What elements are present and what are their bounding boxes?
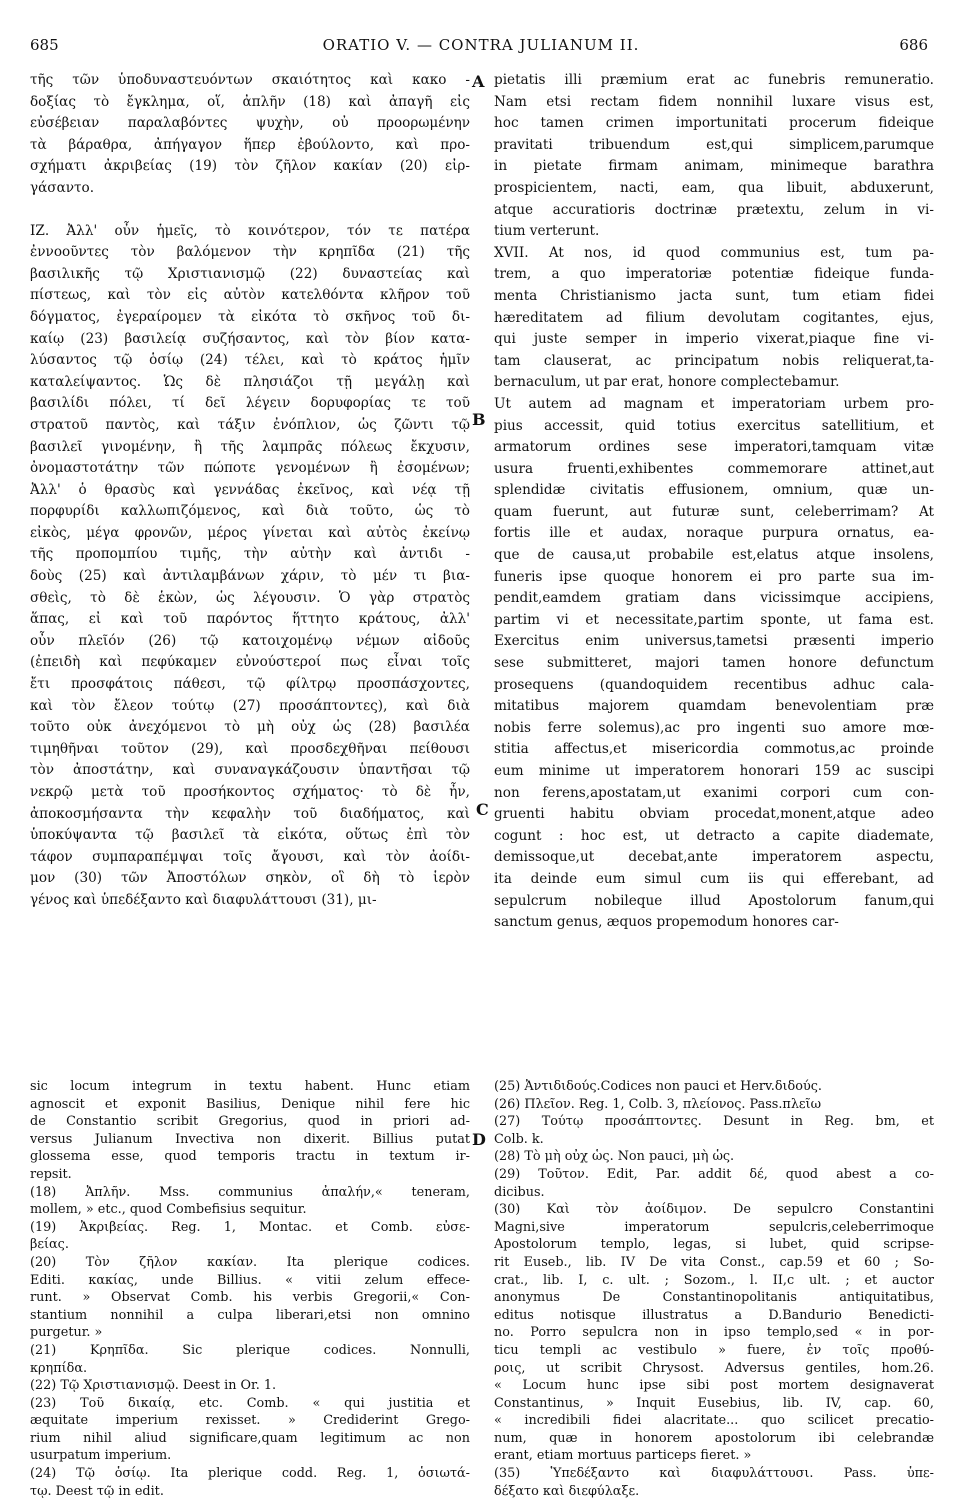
greek-text-line: ὑποκύψαντα τῷ βασιλεῖ τὰ εἰκότα, οὕτως ἐπὶ τὸν	[30, 827, 470, 844]
greek-text-line: ὀνομαστοτάτην τῶν πώποτε γενομένων ἢ ἐσομένων;	[30, 460, 470, 477]
latin-text-line: pravitati tribuendum est,qui simplicem,parumque	[494, 136, 934, 153]
margin-mark-a: A	[472, 72, 485, 91]
latin-text-line: trem, a quo imperatoriæ potentiæ fideique funda-	[494, 266, 934, 283]
greek-column	[30, 70, 470, 912]
greek-text-line: ἔτι προσφάτοις πάθεσι, τῷ φίλτρῳ προσπάσχοντες,	[30, 676, 470, 693]
latin-text-line: Nam etsi rectam fidem nonnihil luxare visus est,	[494, 93, 934, 110]
greek-text-line: τῆς προπομπίου τιμῆς, τὴν αὐτὴν καὶ ἀντιδι -	[30, 546, 470, 563]
latin-column	[494, 70, 934, 934]
footnote-line: repsit.	[30, 1166, 72, 1182]
footnote-line: usurpatum imperium.	[30, 1448, 172, 1464]
greek-text-line: ἀποκοσμήσαντα τὴν κεφαλὴν τοῦ διαδήματος, καὶ	[30, 805, 470, 822]
margin-mark-c: C	[476, 800, 489, 819]
latin-text-line: mitatibus majorem quamdam benevolentiam præ	[494, 698, 934, 715]
greek-text-line: δοξίας τὸ ἔγκλημα, οἵ, ἀπλῆν (18) καὶ ἀπαγῆ εἰς	[30, 93, 470, 110]
footnote-line: (35) Ὑπεδέξαντο καὶ διαφυλάττουσι. Pass. ὑπε-	[494, 1466, 934, 1482]
greek-text-line: εἰκὸς, μέγα φρονῶν, μέρος γίνεται καὶ αὐτὸς ἐκείνῳ	[30, 524, 470, 541]
latin-text-line: sese submitteret, majori tamen honore defunctum	[494, 655, 934, 672]
left-page-number: 685	[30, 36, 59, 54]
latin-text-line: pietatis illi præmium erat ac funebris remuneratio.	[494, 72, 934, 88]
footnote-line: num, quæ in honorem apostolorum ibi celebrandæ	[494, 1430, 934, 1446]
footnote-line: purgetur. »	[30, 1325, 103, 1341]
footnote-line: stantium nonnihil a culpa liberari,etsi non omnino	[30, 1307, 470, 1323]
latin-text-line: fortis ille et audax, noraque purpura ornatus, ea-	[494, 525, 934, 542]
latin-text-line: usura fruenti,exhibentes commemorare attinet,aut	[494, 460, 934, 477]
greek-text-line: (ἐπειδὴ καὶ πεφύκαμεν εὐνούστεροί πως εἶναι τοῖς	[30, 654, 470, 671]
greek-text-line: τοῦτο οὐκ ἀνεχόμενοι τὸ μὴ οὐχ ὡς (28) βασιλέα	[30, 719, 470, 736]
latin-text-line: que de causa,ut probabile est,elatus atque insolens,	[494, 547, 934, 564]
margin-mark-b: B	[472, 410, 486, 429]
footnote-line: (20) Τὸν ζῆλον κακίαν. Ita plerique codices.	[30, 1254, 470, 1270]
footnote-line: δέξατο καὶ διεφύλαξε.	[494, 1483, 640, 1499]
footnote-line: (18) Ἀπλῆν. Mss. communius ἀπαλήν,« teneram,	[30, 1184, 470, 1200]
latin-text-line: prospicientem, nacti, eam, qua libuit, abduxerunt,	[494, 179, 934, 196]
footnote-line: rit Euseb., lib. IV De vita Const., cap.59 et 60 ; So-	[494, 1254, 934, 1270]
latin-text-line: hæreditatem ad filium devolutam cogitantes, ejus,	[494, 309, 934, 326]
latin-text-line: partim vi et necessitate,partim sponte, ut fama est.	[494, 611, 934, 628]
latin-text-line: bernaculum, ut par erat, honore complectebamur.	[494, 374, 840, 391]
footnote-line: Colb. k.	[494, 1131, 544, 1147]
footnote-line: de Constantio scribit Gregorius, quod in priori ad-	[30, 1114, 470, 1130]
latin-text-line: qui juste semper in imperio vixerat,piaque fine vi-	[494, 331, 934, 348]
latin-text-line: non ferens,apostatam,ut exanimi corpori cum con-	[494, 784, 934, 801]
greek-text-line: σθεὶς, τὸ δὲ ἑκὼν, ὡς λέγουσιν. Ὁ γὰρ στρατὸς	[30, 589, 470, 606]
latin-text-line: funeris ipse quoque honorem ei pro parte sua im-	[494, 568, 934, 585]
running-title: ORATIO V. — CONTRA JULIANUM II.	[322, 36, 640, 54]
footnote-line: (19) Ἀκριβείας. Reg. 1, Montac. et Comb. εὐσε-	[30, 1219, 470, 1235]
greek-text-line: λύσαντος τῷ ὁσίῳ (24) τέλει, καὶ τὸ κράτος ἡμῖν	[30, 352, 470, 369]
greek-text-line: ΙΖ. Ἀλλ' οὖν ἡμεῖς, τὸ κοινότερον, τόν τε πατέρα	[30, 222, 470, 239]
greek-text-line: ἅπας, εἰ καὶ τοῦ παρόντος ἥττητο κράτους, ἀλλ'	[30, 611, 470, 628]
latin-text-line: menta Christianismo jacta sunt, tum etiam fidei	[494, 287, 934, 304]
greek-text-line: Ἀλλ' ὁ θρασὺς καὶ γεννάδας ἐκεῖνος, καὶ νέᾳ τῇ	[30, 481, 470, 498]
latin-text-line: tam clauserat, ac principatum nobis reliquerat,ta-	[494, 352, 934, 369]
greek-text-line: γένος καὶ ὑπεδέξαντο καὶ διαφυλάττουσι (31), μι-	[30, 891, 377, 908]
latin-text-line: in pietate firmam animam, minimeque barathra	[494, 158, 934, 175]
footnote-line: (25) Ἀντιδιδούς.Codices non pauci et Herv.διδούς.	[494, 1079, 822, 1094]
footnote-line: « Locum hunc ipse sibi post mortem designaverat	[494, 1378, 934, 1394]
latin-text-line: Ut autem ad magnam et imperatoriam urbem pro-	[494, 395, 934, 412]
footnote-line: no. Porro sepulcra non in ipso templo,sed « in por-	[494, 1325, 934, 1341]
footnote-line: æquitate imperium rexisset. » Crediderint Grego-	[30, 1413, 470, 1429]
greek-text-line: βασιλεῖ γινομένην, ἢ τῆς λαμπρᾶς πόλεως ἔκχυσιν,	[30, 438, 470, 455]
footnote-line: Editi. κακίας, unde Billius. « vitii zelum effece-	[30, 1272, 470, 1288]
latin-text-line: Exercitus enim universus,tametsi præsenti imperio	[494, 633, 934, 650]
latin-text-line: sanctum genus, æquos propemodum honores car-	[494, 914, 839, 931]
greek-text-line: τὰ βάραθρα, ἀπήγαγον ἥπερ ἐβούλοντο, καὶ προ-	[30, 136, 470, 153]
footnote-line: agnoscit et exponit Basilius, Denique nihil fere hic	[30, 1096, 470, 1112]
latin-text-line: pius accessit, quid totius exercitus satellitium, et	[494, 417, 934, 434]
footnote-line: (28) Τὸ μὴ οὐχ ὡς. Non pauci, μὴ ὡς.	[494, 1149, 735, 1165]
greek-text-line: δόγματος, ἐγεραίρομεν τὰ εἰκότα τὸ σκῆνος τοῦ δι-	[30, 308, 470, 325]
footnote-line: (26) Πλεῖον. Reg. 1, Colb. 3, πλείονος. Pass.πλεῖω	[494, 1096, 822, 1112]
footnote-line: ticu templi ac vestibulo » fuere, ἐν τοῖς προθύ-	[494, 1342, 934, 1358]
latin-text-line: armatorum ordines sese imperatori,tamquam vitæ	[494, 439, 934, 456]
footnote-line: mollem, » etc., quod Combefisius sequitur.	[30, 1202, 307, 1218]
latin-text-line: gruenti habitu obviam procedat,monent,atque adeo	[494, 806, 934, 823]
margin-mark-d: D	[472, 1130, 486, 1149]
footnote-line: (30) Καὶ τὸν ἀοίδιμον. De sepulcro Constantini	[494, 1202, 934, 1218]
footnote-line: crat., lib. I, c. ult. ; Sozom., l. II,c ult. ; et auctor	[494, 1272, 934, 1288]
greek-text-line: τάφον συμπαραπέμψαι τοῖς ἄγουσι, καὶ τὸν ἀοίδι-	[30, 848, 470, 865]
footnote-line: runt. » Observat Comb. his verbis Gregorii,« Con-	[30, 1290, 470, 1306]
latin-text-line: sepulcrum nobileque illud Apostolorum fanum,qui	[494, 892, 934, 909]
greek-text-line: καίῳ (23) βασιλείᾳ συζήσαντος, καὶ τὸν βίον κατα-	[30, 330, 470, 347]
footnote-line: (22) Τῷ Χριστιανισμῷ. Deest in Or. 1.	[30, 1378, 277, 1394]
latin-text-line: hoc tamen crimen importunitati procerum fideique	[494, 115, 934, 132]
greek-text-line: μον (30) τῶν Ἀποστόλων σηκὸν, οἳ δὴ τὸ ἱερὸν	[30, 870, 470, 887]
greek-text-line: στρατοῦ παντὸς, καὶ τάξιν ἐνόπλιον, ὡς ζῶντι τῷ	[30, 416, 470, 433]
latin-text-line: splendidæ civitatis effusionem, omnium, quæ un-	[494, 482, 934, 499]
footnote-line: anonymus De Constantinopolitanis antiquitatibus,	[494, 1290, 934, 1306]
greek-text-line: οὖν πλεῖόν (26) τῷ κατοιχομένῳ νέμων αἰδοῦς	[30, 632, 470, 649]
footnote-line: κρηπίδα.	[30, 1360, 88, 1376]
footnote-line: (23) Τοῦ δικαίᾳ, etc. Comb. « qui justitia et	[30, 1395, 470, 1411]
footnote-line: βείας.	[30, 1237, 69, 1253]
footnote-line: ροις, ut scribit Chrysost. Adversus gentiles, hom.26.	[494, 1360, 934, 1376]
footnote-line: rium nihil aliud significare,quam legitimum ac non	[30, 1430, 470, 1446]
footnote-line: sic locum integrum in textu habent. Hunc etiam	[30, 1079, 470, 1094]
footnote-line: versus Julianum Invectiva non dixerit. Billius putat	[30, 1131, 470, 1147]
footnote-line: Apostolorum templo, legas, si lubet, quid scripse-	[494, 1237, 934, 1253]
greek-text-line: καὶ τὸν ἔλεον τούτῳ (27) προσάπτοντες), καὶ διὰ	[30, 697, 470, 714]
greek-text-line: βασιλικῆς τῷ Χριστιανισμῷ (22) δυναστείας καὶ	[30, 265, 470, 282]
latin-text-line: ita deinde eum simul cum iis qui efferebant, ad	[494, 870, 934, 887]
latin-text-line: prosequens (quandoquidem recentibus adhuc cala-	[494, 676, 934, 693]
greek-text-line: καταλείψαντος. Ὡς δὲ πλησιάζοι τῇ μεγάλῃ καὶ	[30, 373, 470, 390]
latin-text-line: XVII. At nos, id quod communius est, tum pa-	[494, 244, 934, 261]
footnote-line: editus notisque illustratus a D.Bandurio Benedicti-	[494, 1307, 934, 1323]
latin-text-line: nobis ferre solemus),ac pro ingenti suo amore mœ-	[494, 719, 934, 736]
footnote-line: (21) Κρηπῖδα. Sic plerique codices. Nonnulli,	[30, 1342, 470, 1358]
latin-text-line: eum minime ut imperatorem honorari 159 ac suscipi	[494, 763, 934, 779]
latin-text-line: cogunt : hoc est, ut detracto a capite diademate,	[494, 827, 934, 844]
latin-text-line: demissoque,ut decebat,ante imperatorem aspectu,	[494, 849, 934, 866]
latin-text-line: stitia affectus,et misericordia commotus,ac proinde	[494, 741, 934, 758]
footnote-line: (24) Τῷ ὁσίῳ. Ita plerique codd. Reg. 1, ὁσιωτά-	[30, 1466, 470, 1482]
greek-text-line: τῆς τῶν ὑποδυναστευόντων σκαιότητος καὶ κακο -	[30, 72, 470, 88]
greek-text-line: τιμηθῆναι τοῦτον (29), καὶ προσδεχθῆναι πείθουσι	[30, 740, 470, 757]
greek-text-line	[30, 200, 470, 221]
latin-text-line: tium verterunt.	[494, 223, 600, 240]
latin-text-line: pendit,eamdem gratiam dans vicissimque accipiens,	[494, 590, 934, 607]
footnote-line: erant, etiam mortuus particeps fieret. »	[494, 1448, 752, 1464]
greek-text-line: δοὺς (25) καὶ ἀντιλαμβάνων χάριν, τὸ μέν τι βια-	[30, 568, 470, 585]
greek-text-line: πορφυρίδι καλλωπιζόμενος, καὶ διὰ τοῦτο, ὡς τὸ	[30, 503, 470, 520]
greek-text-line: γάσαντο.	[30, 179, 95, 196]
greek-text-line: τὸν ἀποστάτην, καὶ συναναγκάζουσιν ὑπαντῆσαι τῷ	[30, 762, 470, 779]
greek-text-line: νεκρῷ μετὰ τοῦ προσήκοντος σχήματος· τὸ δὲ ἦν,	[30, 784, 470, 800]
footnote-line: dicibus.	[494, 1184, 545, 1200]
footnote-line: τῳ. Deest τῷ in edit.	[30, 1483, 164, 1499]
greek-text-line: εὐσέβειαν παραλαβόντες ψυχὴν, οὐ προορωμένην	[30, 115, 470, 132]
latin-text-line: atque accuratioris doctrinæ prætextu, zelum in vi-	[494, 201, 934, 218]
latin-text-line: quam fuerunt, aut futuræ sunt, celeberrimam? At	[494, 503, 934, 520]
footnotes-right	[494, 1078, 934, 1500]
greek-text-line: πίστεως, καὶ τὸν εἰς αὐτὸν κατελθόντα κλῆρον τοῦ	[30, 287, 470, 304]
greek-text-line: βασιλίδι πόλει, τί δεῖ λέγειν δορυφορίας τε τοῦ	[30, 395, 470, 412]
footnote-line: glossema esse, quod temporis tractu in textum ir-	[30, 1149, 470, 1165]
footnotes-left	[30, 1078, 470, 1500]
footnote-line: Constantinus, » Inquit Eusebius, lib. IV, cap. 60,	[494, 1395, 934, 1411]
footnote-line: (27) Τούτῳ προσάπτοντες. Desunt in Reg. bm, et	[494, 1114, 934, 1130]
footnote-line: « incredibili fidei alacritate... quo scilicet precatio-	[494, 1413, 934, 1429]
footnote-line: (29) Τοῦτον. Edit, Par. addit δέ, quod abest a co-	[494, 1166, 934, 1182]
greek-text-line: σχήματι ἀκριβείας (19) τὸν ζῆλον κακίαν (20) εἰρ-	[30, 158, 470, 175]
footnote-line: Magni,sive imperatorum sepulcris,celeberrimoque	[494, 1219, 934, 1235]
right-page-number: 686	[899, 36, 928, 54]
greek-text-line: ἐννοοῦντες τὸν βαλόμενον τὴν κρηπῖδα (21) τῆς	[30, 244, 470, 261]
